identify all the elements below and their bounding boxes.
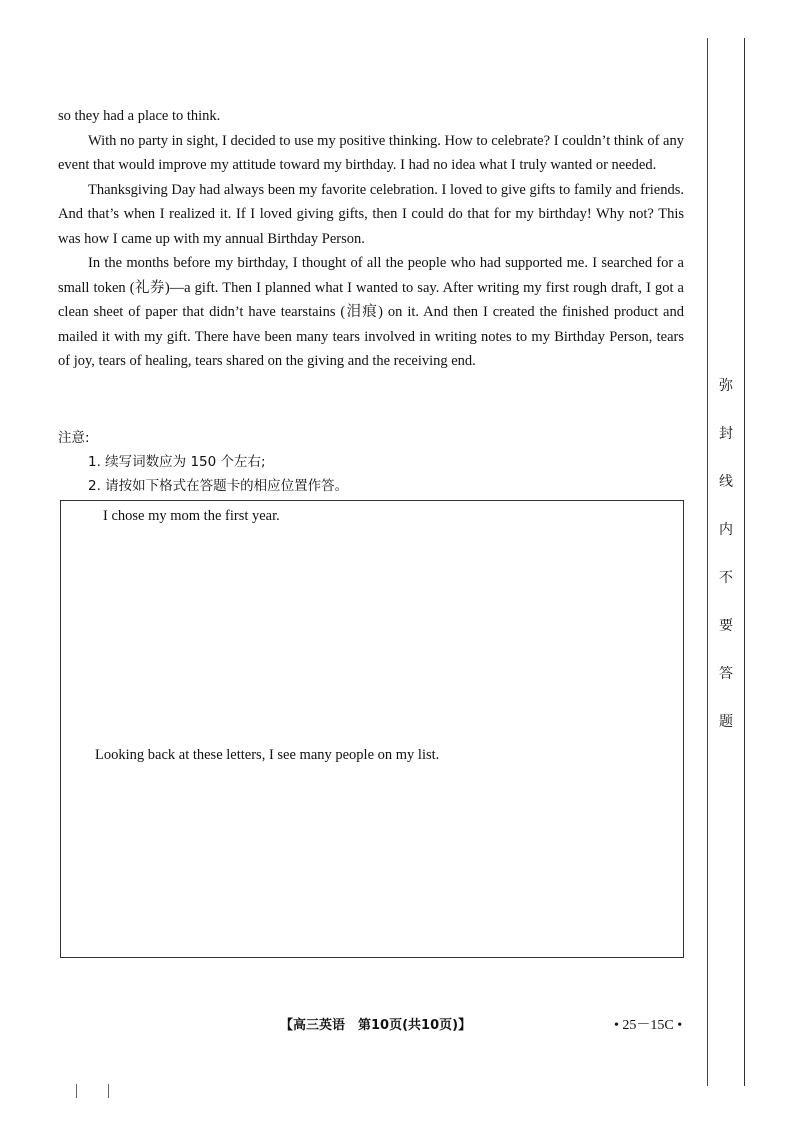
seal-char: 要 xyxy=(719,618,733,634)
note-item-2: 2. 请按如下格式在答题卡的相应位置作答。 xyxy=(88,478,349,494)
notes-heading: 注意: xyxy=(58,430,90,446)
scan-mark xyxy=(76,1084,77,1098)
opening-sentence: I chose my mom the first year. xyxy=(103,508,280,524)
second-paragraph-opening: Looking back at these letters, I see many people on my list. xyxy=(95,747,440,763)
binding-line-outer xyxy=(744,38,745,1086)
passage-paragraph-2: With no party in sight, I decided to use my positive thinking. How to celebrate? I couldn’t think of any event that would improve my attitude toward my birthday. I had no idea what I truly wanted or needed. xyxy=(58,132,684,173)
exam-code: • 25－15C • xyxy=(614,1018,683,1033)
notes-section xyxy=(58,426,678,498)
passage-paragraph-3: Thanksgiving Day had always been my favorite celebration. I loved to give gifts to family and friends. And that’s when I realized it. If I loved giving gifts, then I could do that for my birthday! Why not? This was how I came up with my annual Birthday Person. xyxy=(58,181,684,247)
seal-char: 内 xyxy=(719,522,733,538)
reading-passage xyxy=(58,104,684,374)
passage-paragraph-4: In the months before my birthday, I thought of all the people who had supported me. I searched for a small token (礼券)—a gift. Then I planned what I wanted to say. After writing my first rough draft, I got a clean sheet of paper that didn’t have tearstains (泪痕) on it. And then I created the finished product and mailed it with my gift. There have been many tears involved in writing notes to my Birthday Person, tears of joy, tears of healing, tears shared on the giving and the receiving end. xyxy=(58,255,684,369)
seal-char: 封 xyxy=(719,426,733,442)
seal-line-text xyxy=(713,376,739,760)
scan-mark xyxy=(108,1084,109,1098)
binding-line-inner xyxy=(707,38,708,1086)
note-item-1: 1. 续写词数应为 150 个左右; xyxy=(88,454,266,470)
page-info: 【高三英语 第10页(共10页)】 xyxy=(280,1018,472,1033)
seal-char: 答 xyxy=(719,666,733,682)
passage-paragraph-1: so they had a place to think. xyxy=(58,108,221,124)
answer-box[interactable] xyxy=(60,500,684,958)
seal-char: 不 xyxy=(719,570,733,586)
seal-char: 线 xyxy=(719,474,733,490)
seal-char: 弥 xyxy=(719,378,733,394)
seal-char: 题 xyxy=(719,714,733,730)
